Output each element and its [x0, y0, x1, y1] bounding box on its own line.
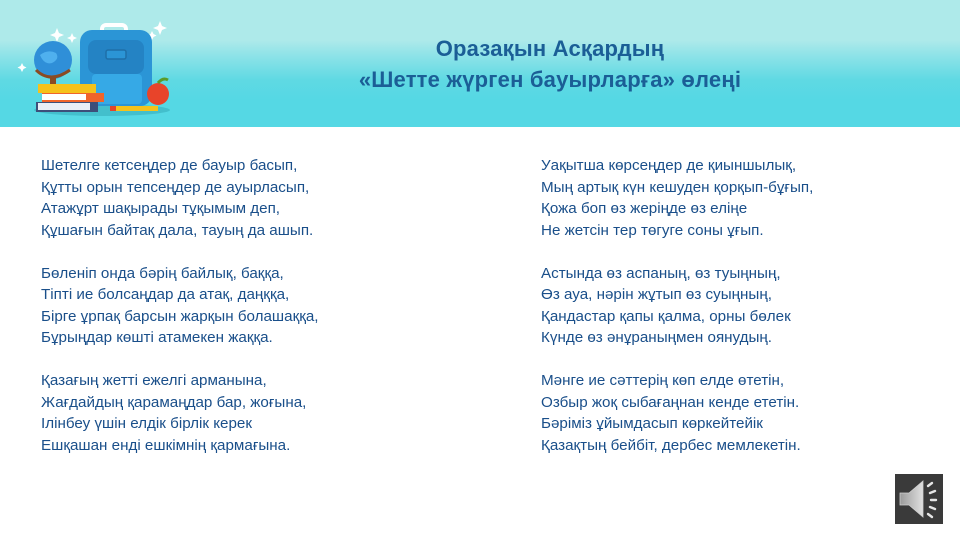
poem-line: Атажұрт шақырады тұқымым деп, [41, 200, 281, 217]
poem-line: Мың артық күн кешуден қорқып-бұғып, [541, 178, 814, 196]
poem-line: Бірге ұрпақ барсын жарқын болашаққа, [41, 307, 319, 325]
poem-line: Қазақтың бейбіт, дербес мемлекетін. [541, 436, 801, 454]
stanza [541, 263, 813, 349]
poem-line: Шетелге кетсеңдер де бауыр басып, [41, 157, 298, 174]
poem-line: Не жетсін тер төгуге соны ұғып. [541, 221, 764, 239]
school-supplies-illustration [10, 10, 180, 120]
poem-right-column [541, 155, 813, 478]
stanza [41, 155, 319, 241]
header-banner [0, 0, 960, 127]
speaker-icon [895, 474, 943, 524]
poem-line: Қожа боп өз жеріңде өз еліңе [541, 200, 748, 217]
poem-left-column [41, 155, 319, 478]
poem-line: Бұрыңдар көшті атамекен жаққа. [41, 329, 273, 346]
poem-line: Ілінбеу үшін елдік бірлік керек [41, 415, 253, 432]
poem-line: Күнде өз әнұраныңмен оянудың. [541, 329, 773, 346]
page-title [290, 33, 810, 95]
poem-line: Уақытша көрсеңдер де қиыншылық, [541, 157, 797, 174]
stanza [541, 155, 813, 241]
poem-line: Озбыр жоқ сыбағаңнан кенде ететін. [541, 393, 800, 411]
poem-line: Тіпті ие болсаңдар да атақ, даңққа, [41, 286, 290, 303]
audio-play-button[interactable] [895, 474, 943, 524]
poem-line: Ешқашан енді ешкімнің қармағына. [41, 436, 291, 454]
title-line-2: «Шетте жүрген бауырларға» өлеңі [358, 67, 742, 92]
poem-line: Мәнге ие сәттерің көп елде өтетін, [541, 372, 785, 389]
stanza [41, 370, 319, 456]
poem-line: Құшағын байтақ дала, тауың да ашып. [41, 221, 314, 239]
stanza [541, 370, 813, 456]
poem-line: Бөленіп онда бәрің байлық, баққа, [41, 264, 284, 282]
poem-line: Жағдайдың қарамаңдар бар, жоғына, [41, 393, 307, 411]
poem-line: Қандастар қапы қалма, орны бөлек [541, 307, 791, 325]
poem-line: Қазағың жетті ежелгі арманына, [41, 372, 267, 389]
poem-line: Бәріміз ұйымдасып көркейтейік [541, 415, 763, 432]
poem-line: Астында өз аспаның, өз туыңның, [541, 264, 781, 282]
poem-line: Өз ауа, нәрін жұтып өз суыңның, [541, 286, 772, 303]
title-line-1: Оразақын Асқардың [435, 36, 665, 61]
stanza [41, 263, 319, 349]
poem-line: Құтты орын тепсеңдер де ауырласып, [41, 178, 310, 196]
